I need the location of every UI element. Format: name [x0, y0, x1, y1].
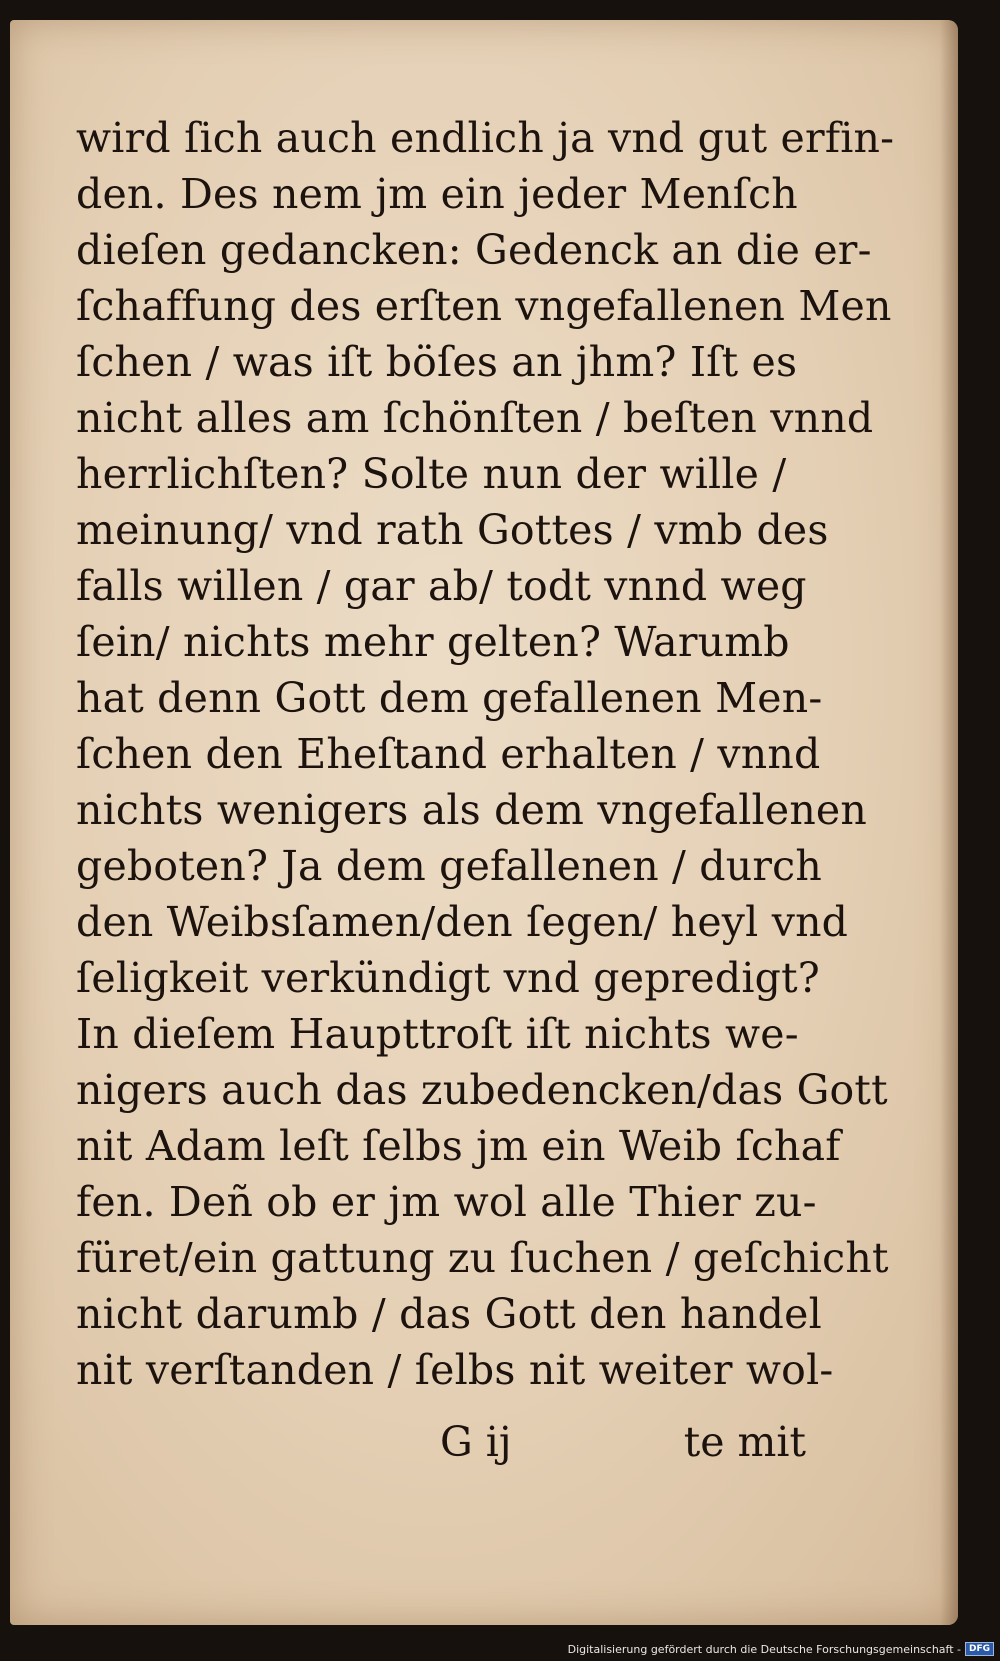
text-line: hat denn Gott dem gefallenen Men-: [76, 674, 823, 722]
signature-mark: G ij: [440, 1418, 512, 1466]
text-line: nicht alles am ſchönſten / beſten vnnd: [76, 394, 874, 442]
text-line: fen. Deñ ob er jm wol alle Thier zu-: [76, 1178, 817, 1226]
page-foot: [76, 1414, 806, 1474]
book-page: [10, 20, 958, 1625]
text-line: den. Des nem jm ein jeder Menſch: [76, 170, 798, 218]
text-line: den Weibsſamen/den ſegen/ heyl vnd: [76, 898, 849, 946]
page-edge-shadow: [940, 20, 958, 1625]
dfg-logo: DFG: [965, 1642, 994, 1656]
text-line: ſeligkeit verkündigt vnd gepredigt?: [76, 954, 820, 1002]
catchword: te mit: [683, 1418, 806, 1466]
text-line: geboten? Ja dem gefallenen / durch: [76, 842, 822, 890]
text-line: herrlichſten? Solte nun der wille /: [76, 450, 787, 498]
text-line: nigers auch das zubedencken/das Gott: [76, 1066, 888, 1114]
text-line: ſchen den Eheſtand erhalten / vnnd: [76, 730, 821, 778]
text-line: ſchaffung des erſten vngefallenen Men: [76, 282, 892, 330]
text-line: nicht darumb / das Gott den handel: [76, 1290, 822, 1338]
credit-text: Digitalisierung gefördert durch die Deutsche Forschungsgemeinschaft -: [567, 1642, 961, 1656]
text-line: wird ſich auch endlich ja vnd gut erfin-: [76, 114, 895, 162]
text-line: nit verſtanden / ſelbs nit weiter wol-: [76, 1346, 834, 1394]
text-line: ſchen / was iſt böſes an jhm? Iſt es: [76, 338, 798, 386]
text-line: meinung/ vnd rath Gottes / vmb des: [76, 506, 829, 554]
body-text: [76, 110, 895, 1398]
text-line: ſein/ nichts mehr gelten? Warumb: [76, 618, 790, 666]
digitization-credit: [568, 1642, 994, 1656]
text-line: dieſen gedancken: Gedenck an die er-: [76, 226, 872, 274]
text-line: füret/ein gattung zu ſuchen / geſchicht: [76, 1234, 889, 1282]
text-line: nit Adam leſt ſelbs jm ein Weib ſchaf: [76, 1122, 841, 1170]
text-line: nichts wenigers als dem vngefallenen: [76, 786, 868, 834]
text-line: falls willen / gar ab/ todt vnnd weg: [76, 562, 807, 610]
text-line: In dieſem Haupttroſt iſt nichts we-: [76, 1010, 799, 1058]
